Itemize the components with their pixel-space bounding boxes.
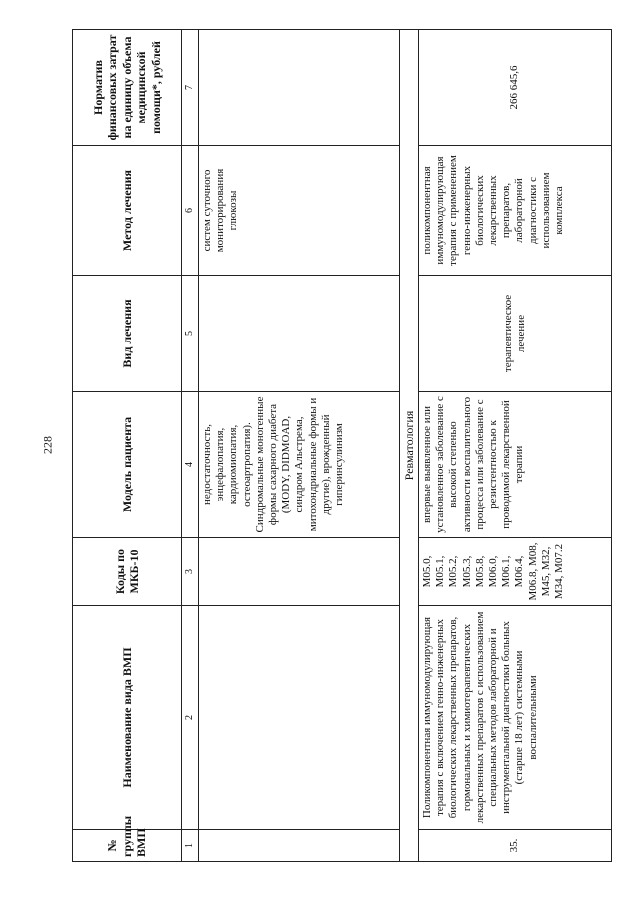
icd-codes: M05.0, M05.1, M05.2, M05.3, M05.8, M06.0, M06.1, M06.4, M06.8, M08, M45, M32, M34, M07.2 [419, 538, 612, 606]
empty-cell [199, 276, 400, 392]
column-number: 3 [182, 538, 199, 606]
cost-norm: 266 645,6 [419, 30, 612, 146]
empty-cell [199, 606, 400, 830]
header-row [73, 30, 182, 862]
column-number: 1 [182, 830, 199, 862]
method-continuation: систем суточного мониторирования глюкозы [199, 146, 400, 276]
column-number: 6 [182, 146, 199, 276]
patient-model-continuation: недостаточность, энцефалопатия, кардиомиопатия, остеоартропатия). Синдромальные моногенные формы сахарного диабета (MODY, DIDMOAD, синдром Альстрема, митохондриальные формы и другие), врожденный гиперинсулинизм [199, 392, 400, 538]
rotated-table-container [72, 30, 616, 862]
section-title: Ревматология [400, 30, 419, 862]
vmp-table [72, 29, 612, 862]
header-patient-model: Модель пациента [73, 392, 182, 538]
patient-model: впервые выявленное или установленное заболевание с высокой степенью активности воспалительного процесса или заболевание с резистентностью к проводимой лекарственной терапии [419, 392, 612, 538]
treatment-type: терапевтическое лечение [419, 276, 612, 392]
continuation-row [199, 30, 400, 862]
header-cost-norm: Норматив финансовых затрат на единицу объема медицинской помощи*, рублей [73, 30, 182, 146]
table-row [419, 30, 612, 862]
column-number: 7 [182, 30, 199, 146]
column-number: 5 [182, 276, 199, 392]
header-vmp-name: Наименование вида ВМП [73, 606, 182, 830]
column-number-row [182, 30, 199, 862]
empty-cell [199, 830, 400, 862]
treatment-method: поликомпонентная иммуномодулирующая терапия с применением генно-инженерных биологических лекарственных препаратов, лабораторной диагностики с использованием комплекса [419, 146, 612, 276]
empty-cell [199, 30, 400, 146]
group-number: 35. [419, 830, 612, 862]
header-group-number: № группы ВМП [73, 830, 182, 862]
section-row [400, 30, 419, 862]
page-number: 228 [40, 436, 55, 454]
header-treatment-type: Вид лечения [73, 276, 182, 392]
column-number: 4 [182, 392, 199, 538]
header-icd-codes: Коды по МКБ-10 [73, 538, 182, 606]
vmp-name: Поликомпонентная иммуномодулирующая терапия с включением генно-инженерных биологических лекарственных препаратов, гормональных и химиотерапевтических лекарственных препаратов с использованием специальных методов лабораторной и инструментальной диагностики больных (старше 18 лет) системными воспалительными [419, 606, 612, 830]
column-number: 2 [182, 606, 199, 830]
empty-cell [199, 538, 400, 606]
header-treatment-method: Метод лечения [73, 146, 182, 276]
